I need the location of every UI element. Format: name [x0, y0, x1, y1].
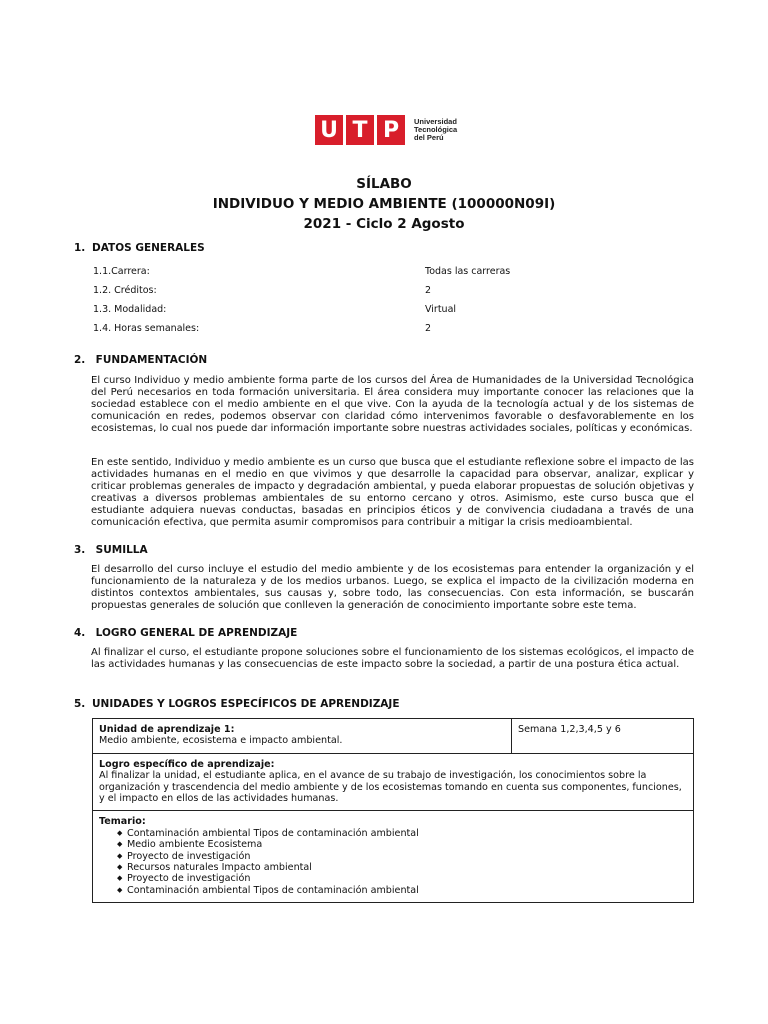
- temario-item: Recursos naturales Impacto ambiental: [127, 862, 312, 874]
- datos-row-horas: [93, 323, 613, 337]
- logro-general-paragraph: Al finalizar el curso, el estudiante propone soluciones sobre el funcionamiento de los sistemas ecológicos, el impacto de las actividades humanas y las consecuencias de este impacto sobre la sociedad, a partir de una postura ética actual.: [91, 647, 694, 670]
- logo-letters: [315, 115, 408, 145]
- section-title: FUNDAMENTACIÓN: [95, 354, 208, 366]
- datos-value: Todas las carreras: [425, 266, 511, 277]
- unidad-title: Unidad de aprendizaje 1:: [99, 724, 235, 735]
- utp-logo: [315, 114, 457, 146]
- temario-list: [99, 828, 687, 896]
- datos-label: 1.4. Horas semanales:: [93, 323, 200, 334]
- logo-letter-u: U: [315, 115, 343, 145]
- logo-letter-t: T: [346, 115, 374, 145]
- list-item: [117, 828, 687, 839]
- unidad-semanas: Semana 1,2,3,4,5 y 6: [518, 724, 621, 735]
- datos-row-carrera: [93, 266, 613, 280]
- list-item: [117, 839, 687, 850]
- title-course: INDIVIDUO Y MEDIO AMBIENTE (100000N09I): [212, 196, 556, 212]
- sumilla-paragraph: El desarrollo del curso incluye el estudio del medio ambiente y de los ecosistemas para entender la organización y el funcionamiento de la naturaleza y de los medios urbanos. Luego, se explica el impacto de la civilización moderna en distintos contextos ambientales, sus causas y, sobre todo, las consecuencias. Con esta información, se buscarán propuestas generales de solución que conlleven la generación de conocimiento importante sobre este tema.: [91, 564, 694, 611]
- temario-item: Contaminación ambiental Tipos de contaminación ambiental: [127, 827, 419, 839]
- section-title: UNIDADES Y LOGROS ESPECÍFICOS DE APRENDIZAJE: [92, 698, 400, 710]
- list-item: [117, 851, 687, 862]
- unidad-semanas-cell: [512, 719, 694, 754]
- temario-title: Temario:: [99, 816, 146, 828]
- diamond-bullet-icon: ◆: [117, 840, 123, 849]
- unidad-temario-row: [93, 811, 694, 903]
- section-number: 1.: [74, 242, 86, 254]
- temario-item: Proyecto de investigación: [127, 850, 251, 862]
- temario-item: Medio ambiente Ecosistema: [127, 839, 263, 851]
- title-silabo: SÍLABO: [356, 176, 412, 192]
- section-title: SUMILLA: [95, 544, 148, 556]
- datos-row-creditos: [93, 285, 613, 299]
- unidad-logro-row: [93, 753, 694, 811]
- section-heading-logro-general: [74, 627, 297, 639]
- section-number: 5.: [74, 698, 86, 710]
- unidad-temario-cell: [93, 811, 694, 903]
- datos-value: 2: [425, 323, 432, 334]
- section-title: DATOS GENERALES: [92, 242, 205, 254]
- logo-name-line: del Perú: [414, 133, 444, 142]
- unidad-1-table: [92, 718, 694, 903]
- diamond-bullet-icon: ◆: [117, 863, 123, 872]
- logro-especifico-text: Al finalizar la unidad, el estudiante aplica, en el avance de su trabajo de investigación, los conocimientos sobre la organización y trascendencia del medio ambiente y de los ecosistemas tomando en cuenta sus componentes, funciones, y el impacto en ellos de las actividades humanas.: [99, 770, 682, 805]
- datos-label: 1.3. Modalidad:: [93, 304, 167, 315]
- section-heading-fundamentacion: [74, 354, 207, 366]
- datos-value: 2: [425, 285, 432, 296]
- diamond-bullet-icon: ◆: [117, 885, 123, 894]
- section-heading-datos-generales: [74, 242, 205, 254]
- temario-item: Contaminación ambiental Tipos de contaminación ambiental: [127, 884, 419, 896]
- list-item: [117, 873, 687, 884]
- section-number: 3.: [74, 544, 86, 556]
- logo-letter-p: P: [377, 115, 405, 145]
- fundamentacion-paragraph-1: El curso Individuo y medio ambiente forma parte de los cursos del Área de Humanidades de la Universidad Tecnológica del Perú necesarios en toda formación universitaria. El área considera muy importante conocer las relaciones que la sociedad establece con el medio ambiente en el que vive. Con la ayuda de la tecnología actual y de los sistemas de comunicación en redes, podemos observar con claridad cómo intervenimos favorable o desfavorablemente en los ecosistemas, lo cual nos puede dar información importante sobre nuestras actividades sociales, políticas y económicas.: [91, 375, 694, 434]
- datos-label: 1.2. Créditos:: [93, 285, 157, 296]
- diamond-bullet-icon: ◆: [117, 828, 123, 837]
- section-number: 2.: [74, 354, 86, 366]
- document-title: [0, 174, 768, 234]
- fundamentacion-paragraph-2: En este sentido, Individuo y medio ambiente es un curso que busca que el estudiante reflexione sobre el impacto de las actividades humanas en el medio en que vivimos y que desarrolle la capacidad para observar, analizar, explicar y criticar problemas generales de impacto y degradación ambiental, y pueda elaborar propuestas de solución objetivas y creativas a diversos problemas ambientales de su entorno cercano y otros. Asimismo, este curso busca que el estudiante adquiera nuevas conductas, basadas en principios éticos y de convivencia ciudadana a través de una comunicación efectiva, que permita asumir compromisos para contribuir a mitigar la crisis medioambiental.: [91, 457, 694, 528]
- datos-row-modalidad: [93, 304, 613, 318]
- unidad-logro-cell: [93, 753, 694, 811]
- unidad-header-row: [93, 719, 694, 754]
- title-cycle: 2021 - Ciclo 2 Agosto: [303, 216, 465, 232]
- unidad-subtitle: Medio ambiente, ecosistema e impacto ambiental.: [99, 735, 343, 747]
- datos-value: Virtual: [425, 304, 457, 315]
- section-number: 4.: [74, 627, 86, 639]
- unidad-title-cell: [93, 719, 512, 754]
- temario-item: Proyecto de investigación: [127, 873, 251, 885]
- list-item: [117, 862, 687, 873]
- diamond-bullet-icon: ◆: [117, 851, 123, 860]
- diamond-bullet-icon: ◆: [117, 874, 123, 883]
- datos-label: 1.1.Carrera:: [93, 266, 150, 277]
- section-title: LOGRO GENERAL DE APRENDIZAJE: [95, 627, 298, 639]
- section-heading-unidades: [74, 698, 400, 710]
- logo-name-line: Tecnológica: [414, 125, 458, 134]
- logo-university-name: [414, 118, 457, 142]
- logro-especifico-title: Logro específico de aprendizaje:: [99, 758, 275, 770]
- logo-name-line: Universidad: [414, 117, 457, 126]
- list-item: [117, 885, 687, 896]
- section-heading-sumilla: [74, 544, 148, 556]
